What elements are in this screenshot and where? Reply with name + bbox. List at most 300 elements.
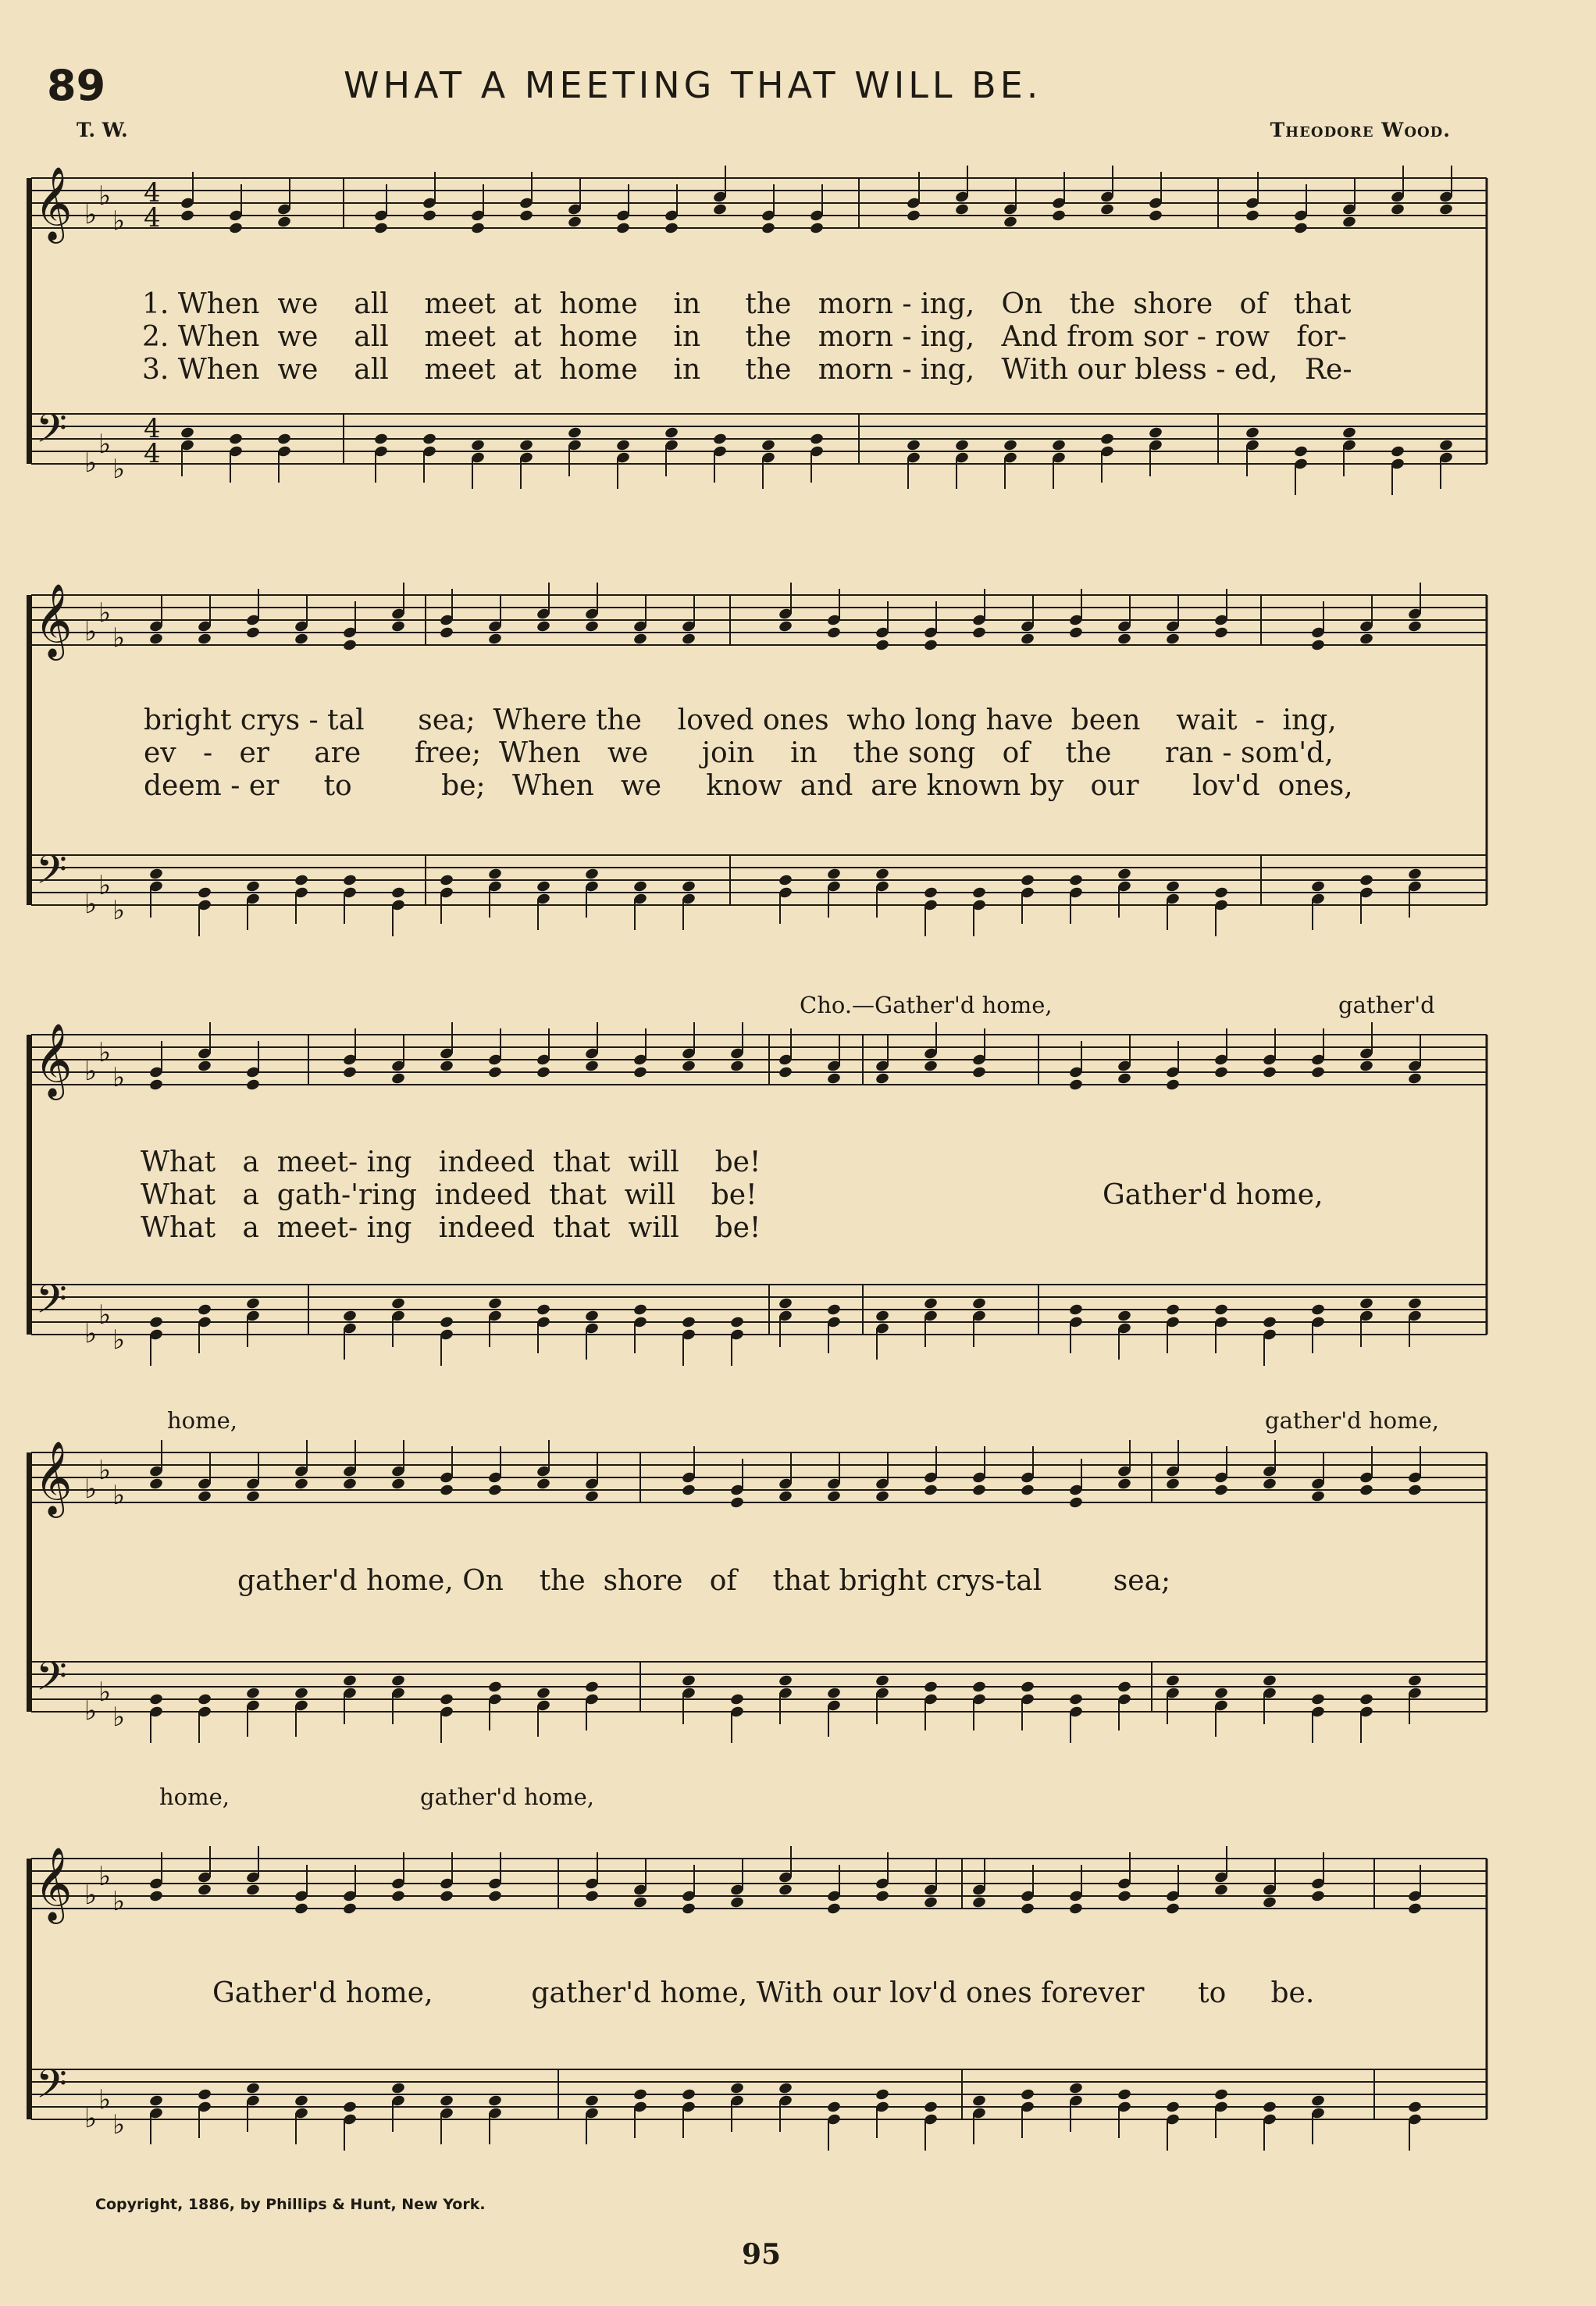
note-head xyxy=(148,2094,163,2108)
flat-sign-icon: ♭ xyxy=(112,2109,126,2140)
note-head xyxy=(826,2101,841,2114)
note-head xyxy=(729,1316,744,1329)
note-head xyxy=(148,1078,163,1092)
flat-sign-icon: ♭ xyxy=(112,1886,126,1917)
note-head xyxy=(923,1896,938,1909)
note-head xyxy=(1293,445,1308,458)
note-head xyxy=(1390,445,1405,458)
note-head xyxy=(761,439,775,452)
note-head xyxy=(180,209,194,223)
bass-clef-icon: 𝄢 xyxy=(36,2060,67,2117)
flat-sign-icon: ♭ xyxy=(112,1062,126,1093)
note-head xyxy=(536,620,550,633)
note-head xyxy=(439,2094,454,2108)
note-head xyxy=(584,1890,599,1903)
upper-voice-label: gather'd home, xyxy=(420,1784,594,1810)
note-head xyxy=(1310,1490,1325,1503)
note-head xyxy=(584,1060,599,1073)
note-head xyxy=(1310,1066,1325,1079)
note-head xyxy=(245,1687,260,1700)
lyric-line: bright crys - tal sea; Where the loved ones who long have been wait - ing, xyxy=(144,704,1337,736)
copyright-notice: Copyright, 1886, by Phillips & Hunt, New York. xyxy=(95,2196,486,2213)
lyric-line: deem - er to be; When we know and are known by our lov'd ones, xyxy=(144,770,1353,802)
note-head xyxy=(971,626,986,640)
note-head xyxy=(1148,209,1163,223)
note-head xyxy=(487,2094,502,2108)
bass-clef-icon: 𝄢 xyxy=(36,846,67,903)
flat-sign-icon: ♭ xyxy=(98,1455,112,1486)
note-head xyxy=(875,1890,889,1903)
note-head xyxy=(245,1490,260,1503)
note-head xyxy=(180,426,194,440)
note-head xyxy=(470,439,485,452)
note-head xyxy=(373,222,388,235)
treble-clef-icon: 𝄞 xyxy=(34,1847,73,1921)
note-head xyxy=(1213,626,1228,640)
composer-credit: Theodore Wood. xyxy=(1270,119,1451,141)
note-head xyxy=(809,433,824,446)
note-head xyxy=(487,1297,502,1310)
note-head xyxy=(197,886,212,900)
note-head xyxy=(923,1484,938,1497)
note-head xyxy=(971,1680,986,1694)
lyric-line: What a meet- ing indeed that will be! xyxy=(141,1146,761,1178)
note-head xyxy=(681,1060,696,1073)
note-head xyxy=(1407,1297,1422,1310)
note-head xyxy=(1020,874,1035,887)
flat-sign-icon: ♭ xyxy=(98,1677,112,1708)
note-head xyxy=(1099,433,1114,446)
note-head xyxy=(809,222,824,235)
note-head xyxy=(954,203,969,216)
note-head xyxy=(875,868,889,881)
note-head xyxy=(148,1316,163,1329)
note-head xyxy=(584,1490,599,1503)
note-head xyxy=(536,1687,550,1700)
time-signature: 4 xyxy=(144,438,161,469)
note-head xyxy=(197,1303,212,1317)
flat-sign-icon: ♭ xyxy=(112,1480,126,1511)
bass-clef-icon: 𝄢 xyxy=(36,1652,67,1709)
flat-sign-icon: ♭ xyxy=(84,889,98,920)
note-head xyxy=(1148,426,1163,440)
note-head xyxy=(1099,203,1114,216)
note-head xyxy=(197,633,212,646)
note-head xyxy=(276,433,291,446)
note-head xyxy=(1068,2082,1083,2095)
note-head xyxy=(536,880,550,893)
note-head xyxy=(923,1680,938,1694)
treble-clef-icon: 𝄞 xyxy=(34,166,73,241)
note-head xyxy=(342,1674,357,1688)
hymn-title: WHAT A MEETING THAT WILL BE. xyxy=(344,64,1042,106)
note-head xyxy=(1262,1316,1277,1329)
note-head xyxy=(1068,1693,1083,1706)
note-head xyxy=(778,874,793,887)
note-head xyxy=(778,1674,793,1688)
note-head xyxy=(875,639,889,652)
note-head xyxy=(228,222,243,235)
note-head xyxy=(1020,1680,1035,1694)
note-head xyxy=(487,1680,502,1694)
note-head xyxy=(1213,1687,1228,1700)
note-head xyxy=(1262,1066,1277,1079)
flat-sign-icon: ♭ xyxy=(84,2103,98,2134)
note-head xyxy=(390,1477,405,1491)
note-head xyxy=(567,426,582,440)
treble-clef-icon: 𝄞 xyxy=(34,1441,73,1515)
note-head xyxy=(245,1078,260,1092)
note-head xyxy=(390,620,405,633)
note-head xyxy=(1390,203,1405,216)
note-head xyxy=(1020,1902,1035,1916)
lyric-line: 1. When we all meet at home in the morn - ing, On the shore of that xyxy=(142,288,1352,320)
note-head xyxy=(148,868,163,881)
note-head xyxy=(875,1310,889,1323)
note-head xyxy=(826,1902,841,1916)
note-head xyxy=(923,886,938,900)
note-head xyxy=(826,868,841,881)
note-head xyxy=(826,626,841,640)
note-head xyxy=(1068,1303,1083,1317)
page-number: 95 xyxy=(742,2238,782,2271)
flat-sign-icon: ♭ xyxy=(84,447,98,479)
note-head xyxy=(729,1896,744,1909)
note-head xyxy=(1310,880,1325,893)
note-head xyxy=(632,633,647,646)
note-head xyxy=(148,1693,163,1706)
note-head xyxy=(245,880,260,893)
note-head xyxy=(390,1890,405,1903)
lyricist-initials: T. W. xyxy=(77,119,128,141)
note-head xyxy=(681,1484,696,1497)
hymn-number: 89 xyxy=(47,61,106,110)
note-head xyxy=(390,1072,405,1085)
flat-sign-icon: ♭ xyxy=(84,199,98,230)
note-head xyxy=(342,874,357,887)
upper-voice-label: home, xyxy=(167,1407,238,1434)
note-head xyxy=(681,1316,696,1329)
note-head xyxy=(1003,216,1017,229)
chorus-lower-text: Gather'd home, xyxy=(1103,1179,1323,1211)
note-head xyxy=(1165,2101,1180,2114)
treble-clef-icon: 𝄞 xyxy=(34,583,73,658)
bass-clef-icon: 𝄢 xyxy=(36,1275,67,1332)
note-head xyxy=(1020,1484,1035,1497)
note-head xyxy=(729,1496,744,1509)
note-head xyxy=(584,2094,599,2108)
note-head xyxy=(1117,1477,1131,1491)
note-head xyxy=(342,2101,357,2114)
note-head xyxy=(518,439,533,452)
note-head xyxy=(567,216,582,229)
note-head xyxy=(390,886,405,900)
note-head xyxy=(778,1490,793,1503)
note-head xyxy=(487,633,502,646)
note-head xyxy=(1262,1477,1277,1491)
note-head xyxy=(536,1066,550,1079)
note-head xyxy=(373,433,388,446)
note-head xyxy=(906,209,921,223)
lyric-line: What a gath-'ring indeed that will be! xyxy=(141,1179,757,1211)
flat-sign-icon: ♭ xyxy=(112,454,126,485)
note-head xyxy=(778,2082,793,2095)
flat-sign-icon: ♭ xyxy=(84,1056,98,1087)
note-head xyxy=(1359,1297,1373,1310)
note-head xyxy=(971,1297,986,1310)
note-head xyxy=(681,880,696,893)
note-head xyxy=(1359,1693,1373,1706)
note-head xyxy=(826,1072,841,1085)
note-head xyxy=(1213,2088,1228,2101)
note-head xyxy=(729,1693,744,1706)
note-head xyxy=(536,1303,550,1317)
note-head xyxy=(422,209,436,223)
flat-sign-icon: ♭ xyxy=(112,1702,126,1733)
note-head xyxy=(712,203,727,216)
note-head xyxy=(1341,426,1356,440)
flat-sign-icon: ♭ xyxy=(84,1880,98,1911)
note-head xyxy=(778,1884,793,1897)
flat-sign-icon: ♭ xyxy=(112,1324,126,1356)
note-head xyxy=(245,2082,260,2095)
note-head xyxy=(1165,1078,1180,1092)
flat-sign-icon: ♭ xyxy=(98,1861,112,1892)
note-head xyxy=(422,433,436,446)
note-head xyxy=(294,1477,308,1491)
note-head xyxy=(439,1693,454,1706)
note-head xyxy=(439,626,454,640)
note-head xyxy=(439,1484,454,1497)
note-head xyxy=(664,222,679,235)
note-head xyxy=(826,1303,841,1317)
note-head xyxy=(632,1896,647,1909)
note-head xyxy=(906,439,921,452)
note-head xyxy=(148,1477,163,1491)
note-head xyxy=(1020,2088,1035,2101)
time-signature: 4 xyxy=(144,413,161,444)
note-head xyxy=(197,2088,212,2101)
note-head xyxy=(487,1890,502,1903)
note-head xyxy=(1293,222,1308,235)
note-head xyxy=(681,1674,696,1688)
note-head xyxy=(390,1674,405,1688)
note-head xyxy=(681,1902,696,1916)
note-head xyxy=(518,209,533,223)
note-head xyxy=(342,1477,357,1491)
note-head xyxy=(664,426,679,440)
note-head xyxy=(761,222,775,235)
flat-sign-icon: ♭ xyxy=(84,616,98,647)
lyric-line: What a meet- ing indeed that will be! xyxy=(141,1212,761,1244)
note-head xyxy=(971,1066,986,1079)
note-head xyxy=(778,620,793,633)
note-head xyxy=(584,1680,599,1694)
note-head xyxy=(439,1890,454,1903)
note-head xyxy=(439,1060,454,1073)
note-head xyxy=(342,1066,357,1079)
note-head xyxy=(1407,620,1422,633)
note-head xyxy=(923,2101,938,2114)
note-head xyxy=(632,880,647,893)
note-head xyxy=(1213,1484,1228,1497)
note-head xyxy=(923,1060,938,1073)
upper-voice-label: home, xyxy=(159,1784,230,1810)
lyric-line: ev - er are free; When we join in the song of the ran - som'd, xyxy=(144,737,1334,769)
note-head xyxy=(681,2088,696,2101)
note-head xyxy=(1359,1484,1373,1497)
note-head xyxy=(197,1884,212,1897)
note-head xyxy=(954,439,969,452)
note-head xyxy=(1262,1896,1277,1909)
note-head xyxy=(615,222,630,235)
note-head xyxy=(294,1687,308,1700)
system-brace xyxy=(27,1859,32,2119)
flat-sign-icon: ♭ xyxy=(112,895,126,926)
note-head xyxy=(1117,633,1131,646)
note-head xyxy=(245,1884,260,1897)
note-head xyxy=(1117,1072,1131,1085)
note-head xyxy=(294,1902,308,1916)
note-head xyxy=(1245,426,1259,440)
note-head xyxy=(1359,633,1373,646)
note-head xyxy=(632,2088,647,2101)
note-head xyxy=(681,633,696,646)
note-head xyxy=(148,1890,163,1903)
note-head xyxy=(342,1310,357,1323)
note-head xyxy=(390,1297,405,1310)
flat-sign-icon: ♭ xyxy=(84,1318,98,1349)
note-head xyxy=(1117,1890,1131,1903)
flat-sign-icon: ♭ xyxy=(84,1695,98,1727)
flat-sign-icon: ♭ xyxy=(84,1474,98,1505)
system-brace xyxy=(27,1035,32,1335)
note-head xyxy=(1165,1902,1180,1916)
system-brace xyxy=(27,595,32,905)
note-head xyxy=(971,1896,986,1909)
lyric-line: 2. When we all meet at home in the morn - ing, And from sor - row for- xyxy=(142,321,1347,353)
note-head xyxy=(342,639,357,652)
bass-clef-icon: 𝄢 xyxy=(36,405,67,462)
note-head xyxy=(1438,439,1453,452)
note-head xyxy=(1165,1477,1180,1491)
note-head xyxy=(1068,626,1083,640)
lyric-line: gather'd home, On the shore of that bright crys-tal sea; xyxy=(237,1565,1171,1597)
note-head xyxy=(228,433,243,446)
flat-sign-icon: ♭ xyxy=(98,2084,112,2115)
note-head xyxy=(971,886,986,900)
system-brace xyxy=(27,1452,32,1712)
note-head xyxy=(487,1066,502,1079)
note-head xyxy=(923,1297,938,1310)
note-head xyxy=(1165,633,1180,646)
note-head xyxy=(584,620,599,633)
note-head xyxy=(1407,2101,1422,2114)
note-head xyxy=(632,1066,647,1079)
note-head xyxy=(1213,1884,1228,1897)
note-head xyxy=(294,2094,308,2108)
note-head xyxy=(1407,868,1422,881)
note-head xyxy=(197,1490,212,1503)
note-head xyxy=(875,1072,889,1085)
note-head xyxy=(439,1316,454,1329)
note-head xyxy=(487,1484,502,1497)
note-head xyxy=(1407,1902,1422,1916)
note-head xyxy=(1310,1693,1325,1706)
system-brace xyxy=(27,178,32,464)
note-head xyxy=(439,874,454,887)
note-head xyxy=(197,1693,212,1706)
note-head xyxy=(1117,2088,1131,2101)
note-head xyxy=(276,216,291,229)
note-head xyxy=(826,1687,841,1700)
note-head xyxy=(294,633,308,646)
time-signature: 4 xyxy=(144,202,161,233)
note-head xyxy=(1310,1890,1325,1903)
lyric-line: Gather'd home, gather'd home, With our lov'd ones forever to be. xyxy=(212,1977,1315,2009)
flat-sign-icon: ♭ xyxy=(98,180,112,212)
note-head xyxy=(1165,1674,1180,1688)
note-head xyxy=(1359,874,1373,887)
note-head xyxy=(875,1490,889,1503)
note-head xyxy=(1359,1060,1373,1073)
time-signature: 4 xyxy=(144,177,161,209)
note-head xyxy=(875,1674,889,1688)
flat-sign-icon: ♭ xyxy=(112,622,126,654)
note-head xyxy=(729,2082,744,2095)
note-head xyxy=(615,439,630,452)
note-head xyxy=(875,2088,889,2101)
note-head xyxy=(1051,209,1066,223)
note-head xyxy=(1068,1496,1083,1509)
note-head xyxy=(632,1303,647,1317)
note-head xyxy=(245,626,260,640)
note-head xyxy=(245,1297,260,1310)
note-head xyxy=(1051,439,1066,452)
note-head xyxy=(1068,1078,1083,1092)
note-head xyxy=(1213,1066,1228,1079)
note-head xyxy=(1310,1303,1325,1317)
note-head xyxy=(1213,886,1228,900)
note-head xyxy=(1407,1674,1422,1688)
note-head xyxy=(584,1310,599,1323)
note-head xyxy=(342,1902,357,1916)
note-head xyxy=(1407,1484,1422,1497)
note-head xyxy=(971,2094,986,2108)
note-head xyxy=(1117,1310,1131,1323)
note-head xyxy=(1341,216,1356,229)
note-head xyxy=(1020,633,1035,646)
alto-label: gather'd xyxy=(1338,992,1435,1018)
flat-sign-icon: ♭ xyxy=(98,870,112,901)
note-head xyxy=(1262,1674,1277,1688)
note-head xyxy=(584,868,599,881)
note-head xyxy=(712,433,727,446)
note-head xyxy=(778,1066,793,1079)
note-head xyxy=(1310,2094,1325,2108)
note-head xyxy=(148,633,163,646)
note-head xyxy=(923,639,938,652)
upper-voice-label: gather'd home, xyxy=(1265,1407,1439,1434)
chorus-label: Cho.—Gather'd home, xyxy=(800,992,1053,1018)
flat-sign-icon: ♭ xyxy=(98,597,112,629)
note-head xyxy=(1165,1303,1180,1317)
note-head xyxy=(1213,1303,1228,1317)
note-head xyxy=(971,1484,986,1497)
note-head xyxy=(1165,880,1180,893)
note-head xyxy=(1310,639,1325,652)
treble-clef-icon: 𝄞 xyxy=(34,1023,73,1097)
